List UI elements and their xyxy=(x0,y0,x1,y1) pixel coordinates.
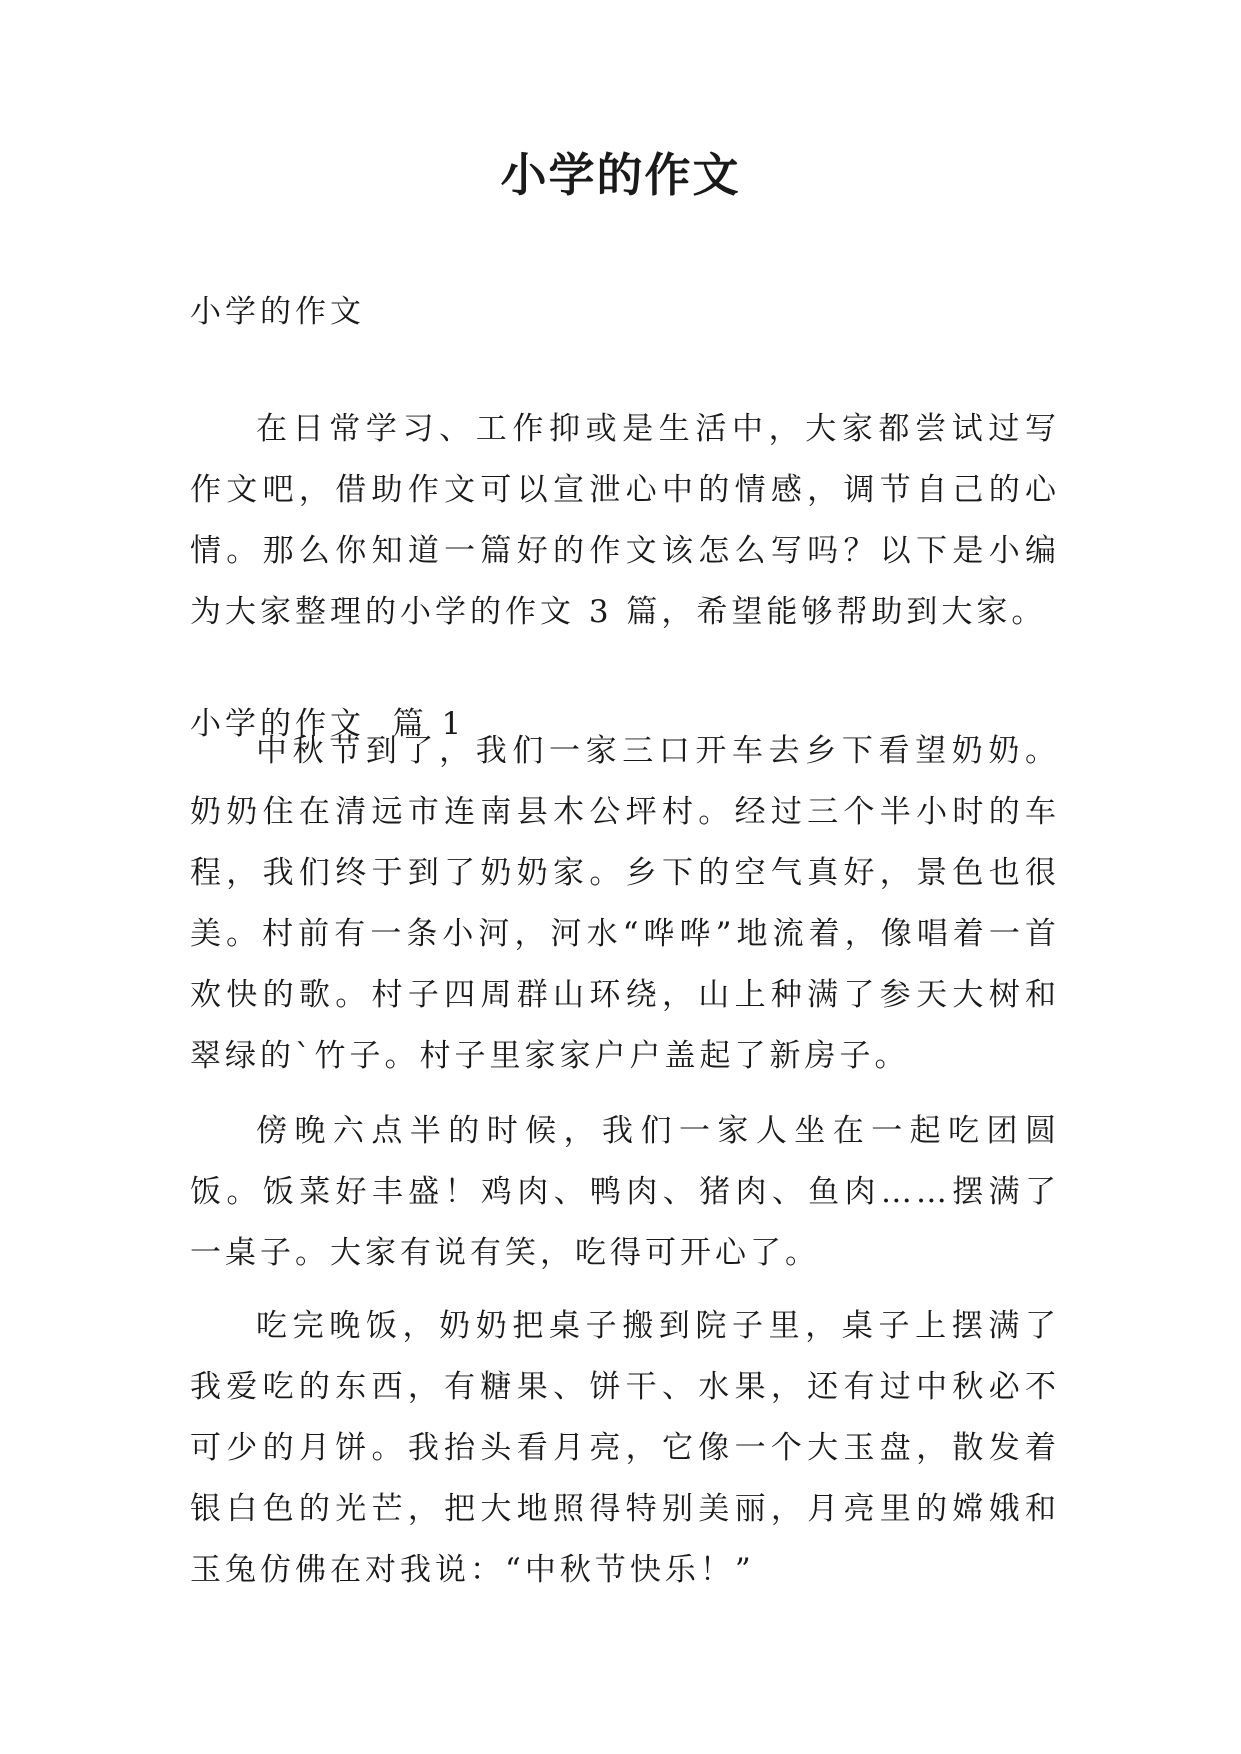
document-subtitle: 小学的作文 xyxy=(190,294,365,330)
section-heading: 小学的作文 篇 1 xyxy=(190,706,466,742)
body-paragraph: 中秋节到了，我们一家三口开车去乡下看望奶奶。奶奶住在清远市连南县木公坪村。经过三个半小时的车程，我们终于到了奶奶家。乡下的空气真好，景色也很美。村前有一条小河，河水“哗哗”地流着，像唱着一首欢快的歌。村子四周群山环绕，山上种满了参天大树和翠绿的`竹子。村子里家家户户盖起了新房子。 xyxy=(190,733,1060,1074)
document-title: 小学的作文 xyxy=(500,148,741,202)
intro-paragraph: 在日常学习、工作抑或是生活中，大家都尝试过写作文吧，借助作文可以宣泄心中的情感，调节自己的心情。那么你知道一篇好的作文该怎么写吗？以下是小编为大家整理的小学的作文 3 篇，希望能够帮助到大家。 xyxy=(190,411,1060,630)
body-paragraph: 吃完晚饭，奶奶把桌子搬到院子里，桌子上摆满了我爱吃的东西，有糖果、饼干、水果，还有过中秋必不可少的月饼。我抬头看月亮，它像一个大玉盘，散发着银白色的光芒，把大地照得特别美丽，月亮里的嫦娥和玉兔仿佛在对我说：“中秋节快乐！” xyxy=(190,1308,1060,1588)
body-paragraph: 傍晚六点半的时候，我们一家人坐在一起吃团圆饭。饭菜好丰盛！鸡肉、鸭肉、猪肉、鱼肉……摆满了一桌子。大家有说有笑，吃得可开心了。 xyxy=(190,1113,1060,1271)
